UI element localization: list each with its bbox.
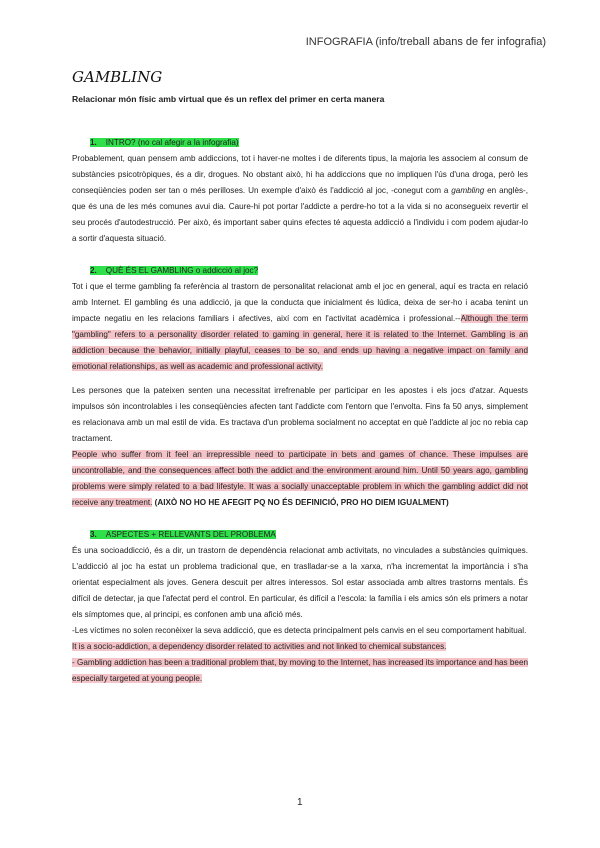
definition-text-ca: Tot i que el terme gambling fa referència al trastorn de personalitat relacionat amb el joc en general, aquí es tracta en relació amb Internet. El gambling és una addicció, ja que la conducta que inicialment és lúdica, deixa de ser-ho i acaba tenint un impacte negatiu en les relacions familiars i afectives, així com en l'activitat acadèmica i professional.--	[72, 282, 528, 323]
aspects-highlight-2	[72, 655, 528, 687]
section-heading-3	[72, 527, 528, 543]
document-title: GAMBLING	[72, 68, 163, 86]
section-heading-2	[72, 263, 528, 279]
definition-text-en: Although the term "gambling" refers to a personality disorder related to gaming in general, here it is related to the Internet. Gambling is an addiction because the behavior, initially playful, ceases to be so, and ends up having a negative impact on family and emotional relationships, as well as academic and professional activity.	[72, 314, 529, 371]
socio-addiction-text-en: It is a socio-addiction, a dependency disorder related to activities and not linked to chemical substances.	[72, 642, 447, 651]
impulse-text-ca: Les persones que la pateixen senten una necessitat irrefrenable per participar en les apostes i els jocs d'atzar. Aquests impulsos són incontrolables i les conseqüències afecten tant l'addicte com l'entorn que l'envolta. Fins fa 50 anys, simplement es relacionava amb un mal estil de vida. Es tractava d'un problema socialment no acceptat en què l'addicte al joc no rebia cap tractament.	[72, 386, 528, 443]
section-heading-text: ASPECTES + RELLEVANTS DEL PROBLEMA	[105, 530, 276, 539]
intro-paragraph	[72, 151, 528, 247]
intro-text-b: en anglès-, que és una de les més comunes avui dia. Caure-hi pot portar l'addicte a perdre-ho tot a la vida si no aconsegueix revertir el seu procés d'autodestrucció. Per això, és important saber quins efectes té aquesta addicció a l'individu i com podem ajudar-lo a sortir d'aquesta situació.	[72, 186, 528, 243]
intro-text-a: Probablement, quan pensem amb addiccions, tot i haver-ne moltes i de diferents tipus, la majoria les associem al consum de substàncies psicotròpiques, és a dir, drogues. No obstant això, hi ha addiccions que no impliquen l'ús d'una droga, però les conseqüències poden ser tan o més perilloses. Un exemple d'això és l'addicció al joc, -conegut com a	[72, 154, 528, 195]
document-subtitle: Relacionar món físic amb virtual que és un reflex del primer en certa manera	[72, 94, 385, 104]
section-heading-text: QUÈ ÉS EL GAMBLING o addicció al joc?	[105, 266, 259, 275]
impulse-paragraph	[72, 383, 528, 447]
intro-italic-term: gambling	[451, 186, 485, 195]
aspects-paragraph: És una socioaddicció, és a dir, un trastorn de dependència relacionat amb activitats, no vinculades a substàncies químiques. L'addicció al joc ha estat un problema tradicional que, en traslladar-se a la xarxa, n'ha incrementat la importància i s'ha orientat especialment als joves. Genera descuit per altres interessos. Sol estar associada amb altres trastorns mentals. És difícil de detectar, ja que l'afectat perd el control. En particular, és difícil a l'escola: la família i els amics són els primers a notar els símptomes que, al principi, es confonen amb una afició més.	[72, 546, 528, 619]
section-number: 1.	[90, 138, 97, 147]
page-number: 1	[297, 797, 303, 808]
section-heading-1	[72, 135, 528, 151]
section-heading-text: INTRO? (no cal afegir a la infografia)	[105, 138, 239, 147]
impulse-text-en: People who suffer from it feel an irrepressible need to participate in bets and games of chance. These impulses are uncontrollable, and the consequences affect both the addict and the environment around him. Until 50 years ago, gambling problems were simply related to a bad lifestyle. It was a socially unacceptable problem in which the gambling addict did not receive any treatment.	[72, 450, 528, 507]
traditional-problem-text-en: - Gambling addiction has been a traditional problem that, by moving to the Internet, has increased its importance and has been especially targeted at young people.	[72, 658, 528, 683]
document-body	[72, 135, 528, 687]
aspects-highlight-1	[72, 639, 528, 655]
impulse-paragraph-en	[72, 447, 528, 511]
section-number: 2.	[90, 266, 97, 275]
section-number: 3.	[90, 530, 97, 539]
running-header: INFOGRAFIA (info/treball abans de fer infografia)	[305, 36, 546, 48]
victims-paragraph: -Les víctimes no solen reconèixer la seva addicció, que es detecta principalment pels canvis en el seu comportament habitual.	[72, 626, 527, 635]
definition-paragraph	[72, 279, 528, 375]
author-note: (AIXÒ NO HO HE AFEGIT PQ NO ÉS DEFINICIÓ, PRO HO DIEM IGUALMENT)	[152, 498, 449, 507]
